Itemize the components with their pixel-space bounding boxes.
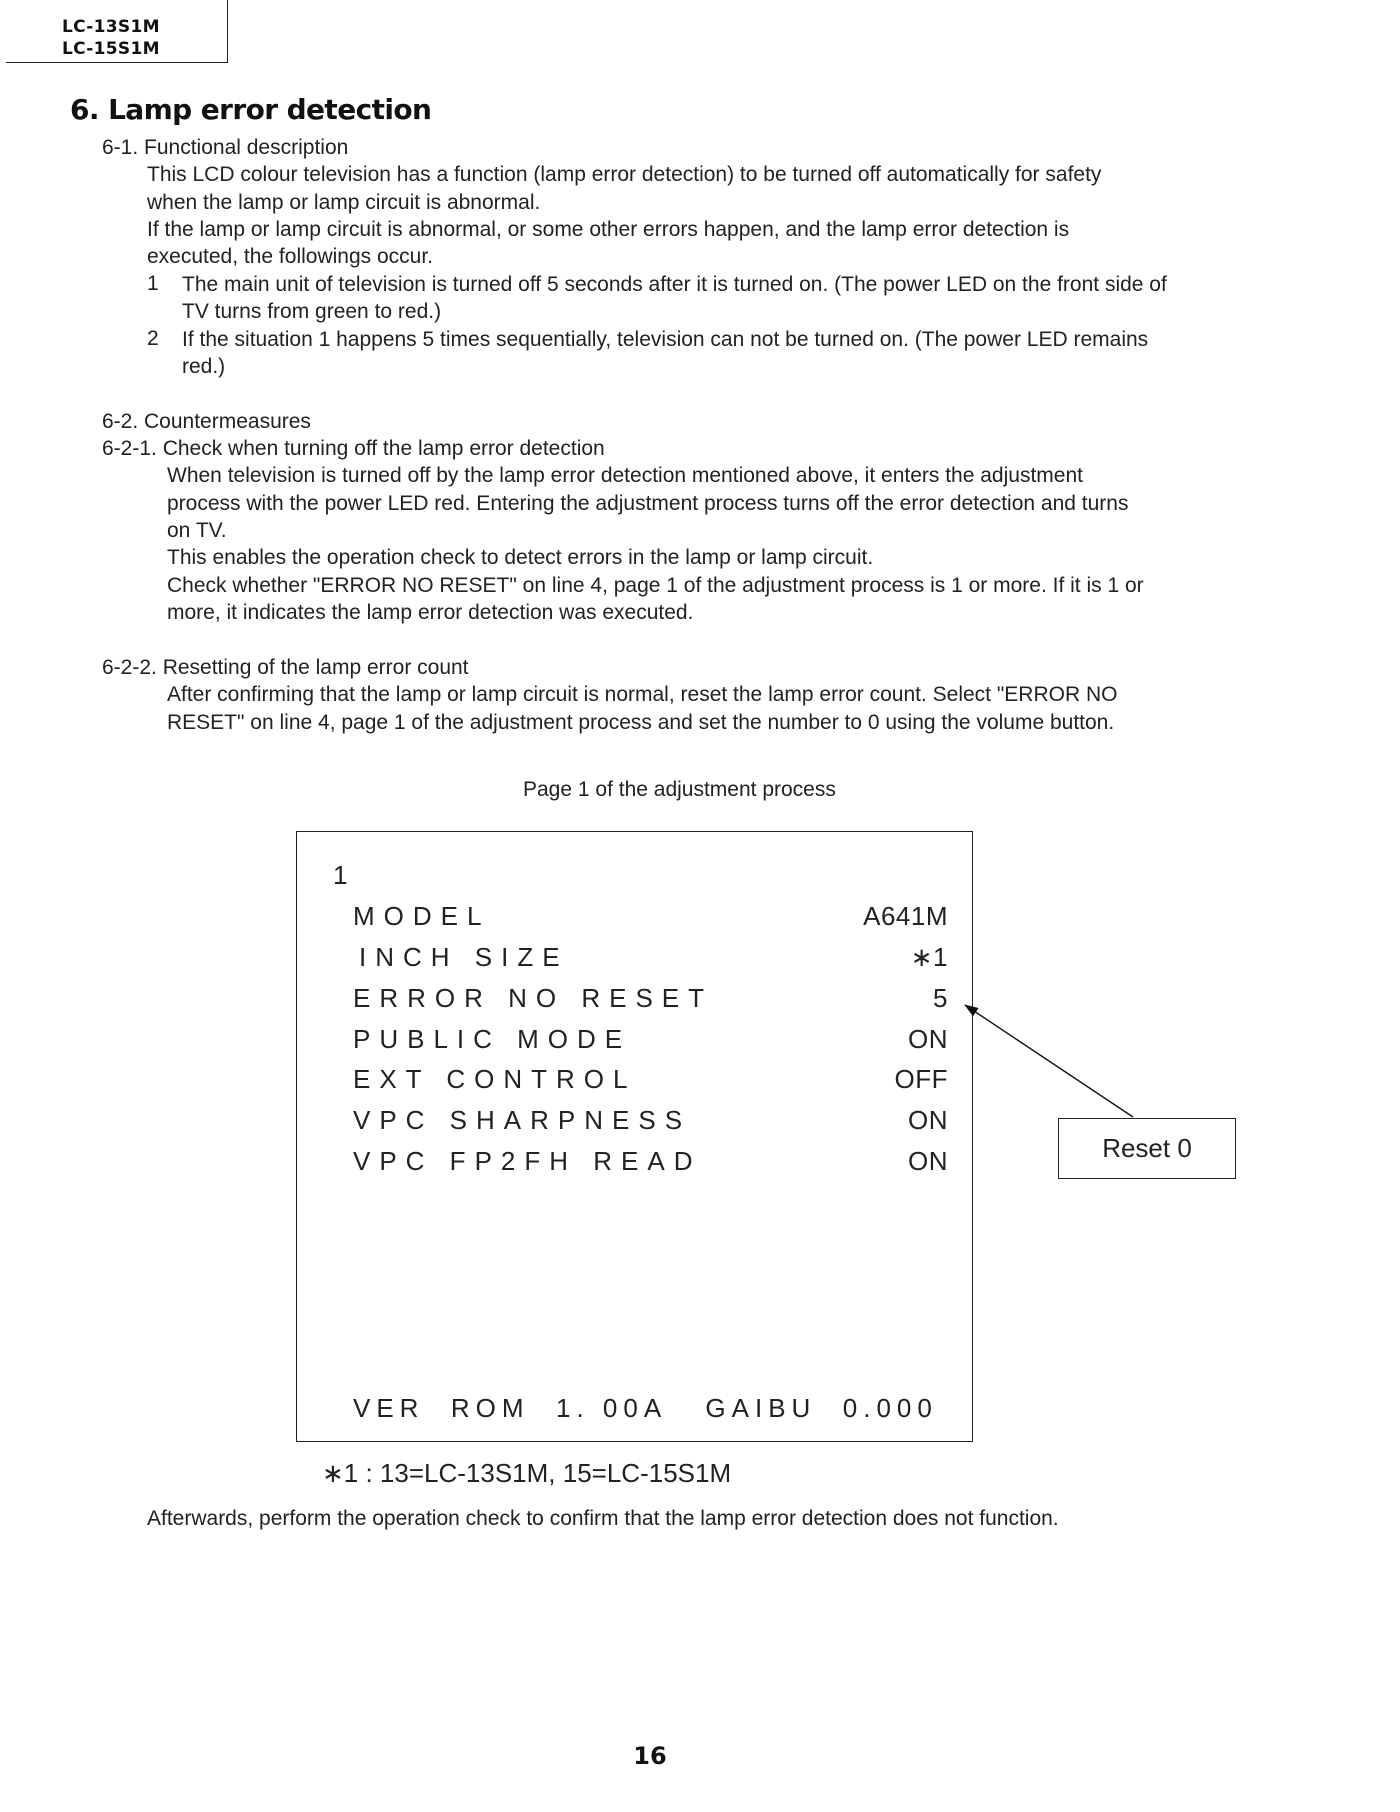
adjustment-screen: [296, 831, 973, 1442]
screen-row-value: ON: [908, 1146, 948, 1176]
screen-row-label-error-reset: ERROR NO RESET: [353, 983, 714, 1013]
screen-row-value: ON: [908, 1105, 948, 1135]
screen-page-number: 1: [333, 860, 348, 890]
list-item-number: 1: [147, 272, 159, 295]
reset-callout-box: [1058, 1118, 1236, 1179]
check-line: Check whether "ERROR NO RESET" on line 4, page 1 of the adjustment process is 1 or more. If it is 1 or: [167, 574, 1144, 597]
functional-line: If the lamp or lamp circuit is abnormal, or some other errors happen, and the lamp error detection is: [147, 218, 1070, 241]
callout-arrow-line: [965, 1005, 1133, 1117]
figure-footnote: ∗1 : 13=LC-13S1M, 15=LC-15S1M: [322, 1458, 732, 1488]
list-item-text: The main unit of television is turned off 5 seconds after it is turned on. (The power LED on the front side of: [182, 273, 1167, 296]
check-line: When television is turned off by the lamp error detection mentioned above, it enters the adjustment: [167, 464, 1083, 487]
model-name-15: LC-15S1M: [62, 39, 160, 59]
screen-row-label: EXT CONTROL: [353, 1064, 637, 1094]
reset-heading: 6-2-2. Resetting of the lamp error count: [102, 656, 469, 679]
check-line: process with the power LED red. Entering the adjustment process turns off the error detection and turns: [167, 492, 1129, 515]
reset-callout-label: Reset 0: [1102, 1133, 1192, 1163]
screen-row-value: OFF: [894, 1064, 948, 1094]
list-item-text: TV turns from green to red.): [182, 300, 442, 323]
screen-row-label: PUBLIC MODE: [353, 1024, 632, 1054]
list-item-number: 2: [147, 327, 159, 350]
screen-row-label: MODEL: [353, 901, 491, 931]
screen-row-value: ON: [908, 1024, 948, 1054]
functional-heading: 6-1. Functional description: [102, 136, 349, 159]
model-name-13: LC-13S1M: [62, 17, 160, 37]
check-line: more, it indicates the lamp error detection was executed.: [167, 601, 694, 624]
screen-row-value-error-count: 5: [933, 983, 948, 1013]
check-line: This enables the operation check to detect errors in the lamp or lamp circuit.: [167, 546, 874, 569]
screen-version-line: VER ROM 1. 00A GAIBU 0.000: [353, 1393, 938, 1423]
check-heading: 6-2-1. Check when turning off the lamp error detection: [102, 437, 605, 460]
screen-row-label: VPC FP2FH READ: [353, 1146, 702, 1176]
functional-line: This LCD colour television has a function (lamp error detection) to be turned off automatically for safety: [147, 163, 1102, 186]
screen-row-label: VPC SHARPNESS: [353, 1105, 692, 1135]
figure-caption: Page 1 of the adjustment process: [523, 778, 836, 801]
list-item-text: If the situation 1 happens 5 times sequentially, television can not be turned on. (The power LED remains: [182, 328, 1149, 351]
check-line: on TV.: [167, 519, 227, 542]
screen-row-value: ∗1: [910, 942, 948, 972]
countermeasures-heading: 6-2. Countermeasures: [102, 410, 311, 433]
list-item-text: red.): [182, 355, 226, 378]
reset-line: RESET" on line 4, page 1 of the adjustment process and set the number to 0 using the volume button.: [167, 711, 1115, 734]
functional-line: when the lamp or lamp circuit is abnormal.: [147, 191, 541, 214]
screen-row-value: A641M: [863, 901, 948, 931]
page-number: 16: [633, 1742, 667, 1770]
section-title: 6. Lamp error detection: [70, 93, 432, 126]
screen-row-label: INCH SIZE: [359, 942, 569, 972]
reset-line: After confirming that the lamp or lamp circuit is normal, reset the lamp error count. Select "ERROR NO: [167, 683, 1118, 706]
afterwards-text: Afterwards, perform the operation check to confirm that the lamp error detection does not function.: [147, 1507, 1059, 1530]
functional-line: executed, the followings occur.: [147, 245, 434, 268]
